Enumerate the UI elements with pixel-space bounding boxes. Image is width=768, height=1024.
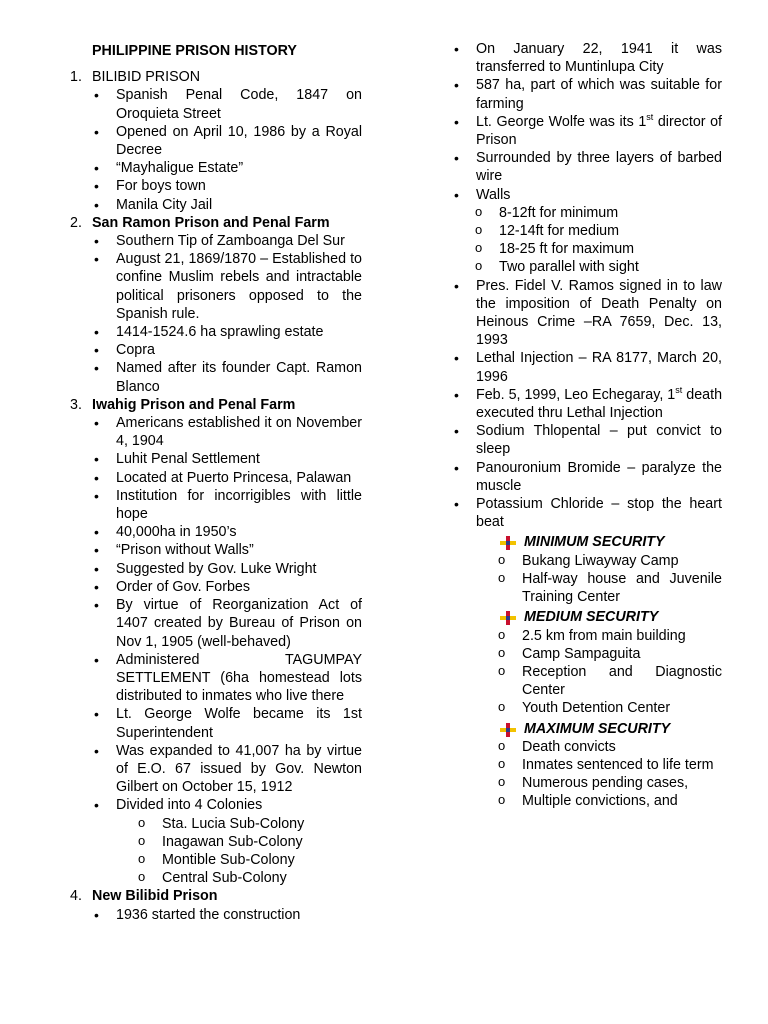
section-number: 1. <box>70 69 82 86</box>
sub-list-item: o Reception and Diagnostic Center <box>452 663 722 699</box>
cross-bullet-icon <box>500 536 516 550</box>
cross-bullet-icon <box>500 723 516 737</box>
security-label: MINIMUM SECURITY <box>524 534 665 551</box>
security-heading-minimum <box>452 533 722 551</box>
text-run: death executed thru Lethal Injection <box>476 386 723 422</box>
text-run: director of Prison <box>476 113 723 149</box>
list-item: • Southern Tip of Zamboanga Del Sur <box>92 232 362 250</box>
sub-list-item: o 8-12ft for minimum <box>452 204 722 222</box>
list-item: • On January 22, 1941 it was transferred to Muntinlupa City <box>452 40 722 76</box>
sub-list-item: o Central Sub-Colony <box>92 869 362 887</box>
list-item: • 1414-1524.6 ha sprawling estate <box>92 323 362 341</box>
list-item: • Named after its founder Capt. Ramon Blanco <box>92 359 362 395</box>
right-column <box>452 40 722 811</box>
section-number: 3. <box>70 396 82 413</box>
list-item: • Divided into 4 Colonies <box>92 796 362 814</box>
section-number: 4. <box>70 888 82 905</box>
security-heading-medium <box>452 608 722 626</box>
section-title: BILIBID PRISON <box>92 69 201 86</box>
sub-list <box>452 552 722 607</box>
sub-list-item: o Inmates sentenced to life term <box>452 756 722 774</box>
security-label: MAXIMUM SECURITY <box>524 720 671 737</box>
bullet-list <box>92 414 362 814</box>
list-item: • Lt. George Wolfe became its 1st Superintendent <box>92 705 362 741</box>
list-item: • Order of Gov. Forbes <box>92 578 362 596</box>
list-item: • “Prison without Walls” <box>92 541 362 559</box>
cross-bullet-icon <box>500 611 516 625</box>
sub-list-item: o 12-14ft for medium <box>452 222 722 240</box>
bullet-list <box>452 40 722 204</box>
list-item: • For boys town <box>92 177 362 195</box>
bullet-list <box>92 232 362 396</box>
list-item: • 40,000ha in 1950’s <box>92 523 362 541</box>
section-number: 2. <box>70 214 82 231</box>
list-item: • Was expanded to 41,007 ha by virtue of E.O. 67 issued by Gov. Newton Gilbert on October 15, 1912 <box>92 742 362 797</box>
sub-list-item: o Inagawan Sub-Colony <box>92 833 362 851</box>
security-label: MEDIUM SECURITY <box>524 609 659 626</box>
list-item <box>452 386 722 422</box>
list-item: • Manila City Jail <box>92 196 362 214</box>
list-item: • Administered TAGUMPAY SETTLEMENT (6ha homestead lots distributed to inmates who live there <box>92 651 362 706</box>
sub-list-item: o Half-way house and Juvenile Training Center <box>452 570 722 606</box>
sub-list-item: o Sta. Lucia Sub-Colony <box>92 815 362 833</box>
list-item: • Suggested by Gov. Luke Wright <box>92 560 362 578</box>
list-item: • Surrounded by three layers of barbed wire <box>452 149 722 185</box>
sub-list <box>452 738 722 811</box>
sub-list-item: o Montible Sub-Colony <box>92 851 362 869</box>
section-title: San Ramon Prison and Penal Farm <box>92 214 330 231</box>
text-run: Feb. 5, 1999, Leo Echegaray, 1 <box>476 386 676 403</box>
section-title: New Bilibid Prison <box>92 888 218 905</box>
sub-list-item: o 18-25 ft for maximum <box>452 240 722 258</box>
sub-list-item: o Bukang Liwayway Camp <box>452 552 722 570</box>
list-item <box>452 113 722 149</box>
sub-list-item: o 2.5 km from main building <box>452 627 722 645</box>
section-title: Iwahig Prison and Penal Farm <box>92 396 296 413</box>
sub-list <box>452 204 722 277</box>
list-item: • Copra <box>92 341 362 359</box>
list-item: • Lethal Injection – RA 8177, March 20, 1996 <box>452 349 722 385</box>
bullet-list <box>92 906 362 924</box>
security-heading-maximum <box>452 720 722 738</box>
list-item: • Luhit Penal Settlement <box>92 450 362 468</box>
list-item: • 587 ha, part of which was suitable for farming <box>452 76 722 112</box>
sub-list-item: o Death convicts <box>452 738 722 756</box>
list-item: • Opened on April 10, 1986 by a Royal Decree <box>92 123 362 159</box>
list-item: • August 21, 1869/1870 – Established to confine Muslim rebels and intractable political prisoners opposed to the Spanish rule. <box>92 250 362 323</box>
section-san-ramon <box>70 214 362 396</box>
bullet-list <box>92 86 362 213</box>
list-item: • 1936 started the construction <box>92 906 362 924</box>
bullet-list <box>452 277 722 532</box>
section-bilibid <box>70 68 362 214</box>
superscript: st <box>675 385 683 396</box>
sub-list <box>92 815 362 888</box>
text-run: Lt. George Wolfe was its 1 <box>476 113 647 130</box>
list-item: • By virtue of Reorganization Act of 1407 created by Bureau of Prison on Nov 1, 1905 (well-behaved) <box>92 596 362 651</box>
list-item: • Spanish Penal Code, 1847 on Oroquieta Street <box>92 86 362 122</box>
list-item: • Americans established it on November 4, 1904 <box>92 414 362 450</box>
list-item: • Walls <box>452 186 722 204</box>
section-new-bilibid <box>70 887 362 923</box>
list-item: • Pres. Fidel V. Ramos signed in to law the imposition of Death Penalty on Heinous Crime –RA 7659, Dec. 13, 1993 <box>452 277 722 350</box>
list-item: • Potassium Chloride – stop the heart beat <box>452 495 722 531</box>
sub-list-item: o Two parallel with sight <box>452 258 722 276</box>
list-item: • Located at Puerto Princesa, Palawan <box>92 469 362 487</box>
sub-list-item: o Camp Sampaguita <box>452 645 722 663</box>
sub-list-item: o Numerous pending cases, <box>452 774 722 792</box>
sub-list-item: o Multiple convictions, and <box>452 792 722 810</box>
list-item: • Sodium Thlopental – put convict to sleep <box>452 422 722 458</box>
sub-list-item: o Youth Detention Center <box>452 699 722 717</box>
sub-list <box>452 627 722 718</box>
list-item: • Institution for incorrigibles with little hope <box>92 487 362 523</box>
superscript: st <box>646 112 654 123</box>
page-title: PHILIPPINE PRISON HISTORY <box>92 43 297 59</box>
left-column <box>70 40 362 924</box>
list-item: • “Mayhaligue Estate” <box>92 159 362 177</box>
section-iwahig <box>70 396 362 887</box>
list-item: • Panouronium Bromide – paralyze the muscle <box>452 459 722 495</box>
